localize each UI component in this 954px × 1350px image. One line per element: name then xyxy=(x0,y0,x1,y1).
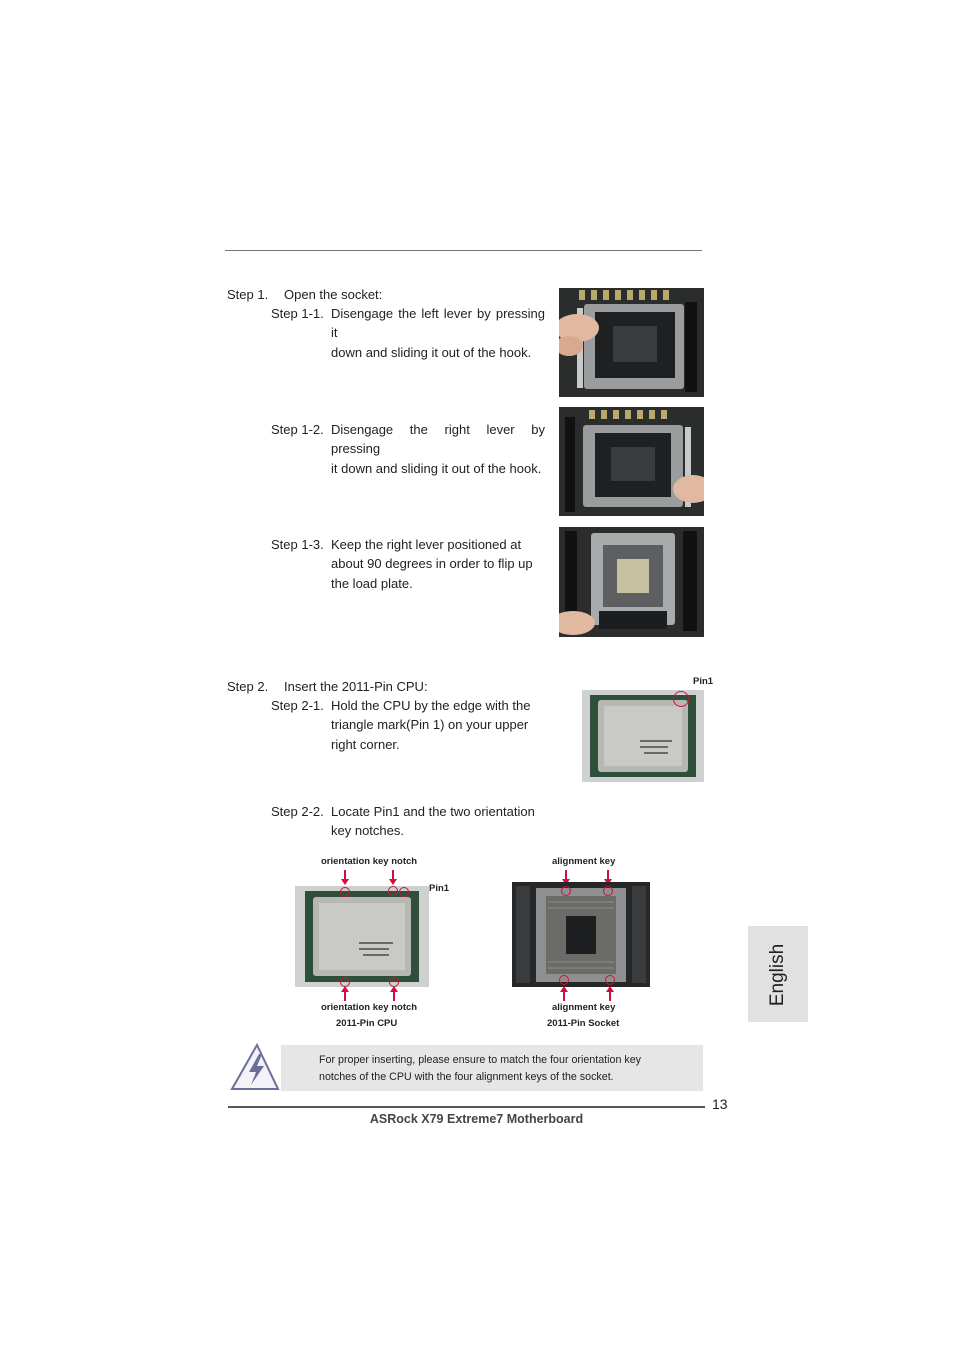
photo-load-plate xyxy=(559,527,704,637)
bottom-rule xyxy=(228,1106,705,1108)
socket-top-key-label: alignment key xyxy=(552,856,616,867)
arrow-down-icon xyxy=(607,870,609,880)
warning-icon xyxy=(229,1042,281,1092)
footer-title: ASRock X79 Extreme7 Motherboard xyxy=(369,1112,584,1126)
arrow-up-icon xyxy=(393,991,395,1001)
step1-1-text: Disengage the left lever by pressing it down and sliding it out of the hook. xyxy=(331,306,545,360)
key-marker-icon xyxy=(605,975,615,985)
note-text: For proper inserting, please ensure to match the four orientation key notches of the CPU with the four alignment keys of the socket. xyxy=(319,1054,641,1083)
arrow-down-icon xyxy=(344,870,346,880)
cpu-caption: 2011-Pin CPU xyxy=(336,1018,398,1029)
pin1-label: Pin1 xyxy=(693,676,714,687)
arrow-up-icon xyxy=(609,991,611,1001)
step2-1-text: Hold the CPU by the edge with the triangle mark(Pin 1) on your upper right corner. xyxy=(331,698,531,752)
arrow-up-icon xyxy=(344,991,346,1001)
step2-number: Step 2. xyxy=(227,679,269,694)
key-marker-icon xyxy=(559,975,569,985)
step2-1-number: Step 2-1. xyxy=(271,698,324,713)
diagram-socket-photo xyxy=(512,882,650,987)
step1-number: Step 1. xyxy=(227,287,269,302)
cpu-pin1-label: Pin1 xyxy=(429,883,450,894)
socket-bottom-key-label: alignment key xyxy=(552,1002,616,1013)
photo-right-lever xyxy=(559,407,704,516)
socket-caption: 2011-Pin Socket xyxy=(547,1018,620,1029)
step2-title: Insert the 2011-Pin CPU: xyxy=(284,679,428,694)
key-marker-icon xyxy=(603,886,613,896)
key-marker-icon xyxy=(561,886,571,896)
step2-2-text: Locate Pin1 and the two orientation key notches. xyxy=(331,804,535,839)
arrow-down-icon xyxy=(392,870,394,880)
step1-3-text: Keep the right lever positioned at about 90 degrees in order to flip up the load plate. xyxy=(331,537,533,591)
pin1-marker-icon xyxy=(399,887,409,897)
cpu-top-notch-label: orientation key notch xyxy=(321,856,418,867)
pin1-marker-icon xyxy=(673,691,689,707)
arrow-up-icon xyxy=(563,991,565,1001)
top-rule xyxy=(225,250,702,251)
page-number: 13 xyxy=(712,1096,728,1112)
step2-2-number: Step 2-2. xyxy=(271,804,324,819)
notch-marker-icon xyxy=(388,886,398,896)
step1-title: Open the socket: xyxy=(284,287,383,302)
step1-3-number: Step 1-3. xyxy=(271,537,324,552)
arrow-down-icon xyxy=(565,870,567,880)
language-tab-label: English xyxy=(767,943,788,1007)
step1-2-text: Disengage the right lever by pressing it down and sliding it out of the hook. xyxy=(331,422,545,476)
cpu-bottom-notch-label: orientation key notch xyxy=(321,1002,418,1013)
notch-marker-icon xyxy=(340,887,350,897)
step1-1-number: Step 1-1. xyxy=(271,306,324,321)
photo-left-lever xyxy=(559,288,704,397)
step1-2-number: Step 1-2. xyxy=(271,422,324,437)
diagram-cpu-photo xyxy=(295,886,429,987)
